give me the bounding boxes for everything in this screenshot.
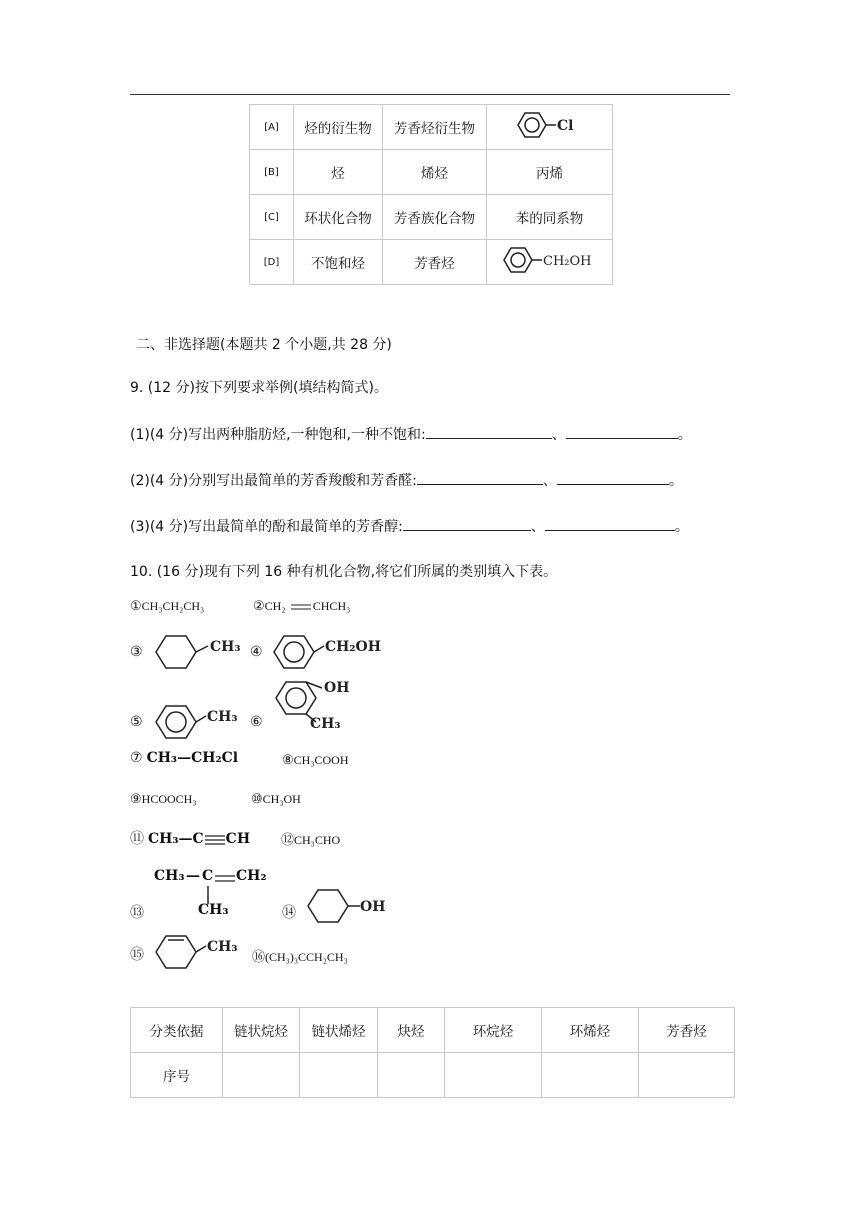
option-table [249, 104, 613, 285]
compound-index: ③ [130, 645, 143, 660]
triple-bond-icon [204, 834, 226, 846]
option-cell: 丙烯 [487, 150, 613, 195]
table-row [131, 1053, 735, 1098]
substituent-label: CH₃ [207, 939, 238, 955]
compound-formula-left: CH₃ [146, 750, 178, 766]
benzene-ring-icon [498, 243, 602, 277]
compound-index: ⑬ [130, 906, 144, 921]
option-letter: [D] [250, 240, 294, 285]
option-letter: [B] [250, 150, 294, 195]
table-header-cell: 分类依据 [131, 1008, 223, 1053]
answer-cell[interactable] [223, 1053, 300, 1098]
compound-8 [282, 752, 349, 768]
compound-formula-left: CH₃ [148, 831, 179, 847]
separator: 、 [551, 427, 566, 443]
option-letter: [C] [250, 195, 294, 240]
q10-title: 10. (16 分)现有下列 16 种有机化合物,将它们所属的类别填入下表。 [130, 564, 558, 580]
answer-blank[interactable] [426, 424, 552, 439]
compound-index: ② [253, 598, 265, 613]
answer-blank[interactable] [566, 424, 678, 439]
formula-part: C [202, 868, 214, 884]
table-header-cell: 炔烃 [378, 1008, 445, 1053]
cyclohexene-ring-icon [152, 930, 262, 974]
q9-title: 9. (12 分)按下列要求举例(填结构简式)。 [130, 380, 388, 396]
separator: 、 [542, 473, 557, 489]
compound-11 [130, 828, 250, 848]
table-header-cell: 环烯烃 [542, 1008, 639, 1053]
substituent-bottom-label: CH₃ [310, 716, 341, 732]
end-mark: 。 [674, 519, 689, 535]
option-cell: 芳香族化合物 [383, 195, 487, 240]
benzyl-alcohol-structure [487, 240, 613, 285]
compound-formula-right: CH [225, 831, 251, 847]
option-row-a [250, 105, 613, 150]
q9-part3-text: (3)(4 分)写出最简单的酚和最简单的芳香醇: [130, 519, 403, 535]
option-cell: 芳香烃衍生物 [383, 105, 487, 150]
table-header-row [131, 1008, 735, 1053]
substituent-top-label: OH [324, 680, 350, 696]
compound-12 [281, 829, 340, 848]
option-cell: 苯的同系物 [487, 195, 613, 240]
cyclohexane-ring-icon [304, 884, 414, 928]
compound-index: ⑥ [250, 715, 263, 730]
compound-index: ⑭ [282, 906, 296, 921]
substituent-label: CH₃ [207, 709, 238, 725]
top-rule [130, 94, 730, 95]
answer-cell[interactable] [300, 1053, 378, 1098]
compound-formula: CH₃COOH [293, 753, 349, 767]
isobutene-structure [154, 866, 294, 922]
double-bond-icon [214, 874, 236, 884]
compound-index: ⑨ [130, 791, 142, 806]
q9-part2 [130, 470, 683, 490]
substituent-label: CH₂OH [325, 639, 381, 655]
end-mark: 。 [677, 427, 692, 443]
option-cell: 芳香烃 [383, 240, 487, 285]
compound-index: ① [130, 598, 142, 613]
compound-formula: (CH₃)₃CCH₂CH₃ [265, 950, 348, 964]
formula-part: CH₂ [236, 868, 267, 884]
compound-formula-right: CH₂Cl [191, 750, 239, 766]
chlorobenzene-structure [487, 105, 613, 150]
separator: 、 [530, 519, 545, 535]
compound-formula-right: CHCH₃ [312, 599, 351, 613]
answer-blank[interactable] [557, 470, 669, 485]
answer-blank[interactable] [417, 470, 543, 485]
option-cell: 环状化合物 [294, 195, 383, 240]
compound-2 [253, 598, 350, 614]
q9-part1-text: (1)(4 分)写出两种脂肪烃,一种饱和,一种不饱和: [130, 427, 426, 443]
classification-table [130, 1007, 735, 1098]
compound-formula-left: CH₂ [264, 599, 286, 613]
answer-blank[interactable] [545, 516, 675, 531]
formula-part: CH₃ [154, 868, 185, 884]
table-header-cell: 环烷烃 [445, 1008, 542, 1053]
option-cell: 烃的衍生物 [294, 105, 383, 150]
substituent-label: Cl [556, 118, 573, 134]
compound-16 [252, 946, 348, 965]
benzene-ring-icon [270, 670, 380, 734]
single-bond-icon: — [177, 750, 192, 766]
compound-index: ⑦ [130, 751, 143, 766]
compound-formula-mid: C [192, 831, 204, 847]
compound-formula: CH₃OH [262, 792, 301, 806]
section-heading: 二、非选择题(本题共 2 个小题,共 28 分) [136, 337, 392, 353]
compound-index: ⑪ [130, 832, 144, 847]
compound-formula: HCOOCH₃ [141, 792, 197, 806]
double-bond-icon [290, 602, 312, 612]
option-row-b [250, 150, 613, 195]
compound-10 [251, 791, 301, 807]
option-cell: 烯烃 [383, 150, 487, 195]
option-row-d [250, 240, 613, 285]
q9-part2-text: (2)(4 分)分别写出最简单的芳香羧酸和芳香醛: [130, 473, 417, 489]
compound-formula: CH₃CHO [294, 833, 341, 847]
substituent-label: OH [360, 899, 386, 915]
option-cell: 不饱和烃 [294, 240, 383, 285]
compound-1 [130, 598, 204, 614]
table-header-cell: 芳香烃 [639, 1008, 735, 1053]
answer-cell[interactable] [378, 1053, 445, 1098]
formula-part: CH₃ [198, 902, 229, 918]
option-letter: [A] [250, 105, 294, 150]
substituent-label: CH₂OH [542, 254, 591, 269]
compound-9 [130, 791, 197, 807]
answer-cell[interactable] [445, 1053, 542, 1098]
answer-cell[interactable] [639, 1053, 735, 1098]
single-bond-icon: — [178, 831, 193, 847]
compound-7 [130, 750, 238, 767]
compound-index: ⑯ [252, 949, 266, 964]
benzene-ring-icon [270, 630, 410, 674]
table-header-cell: 链状烯烃 [300, 1008, 378, 1053]
table-header-cell: 链状烷烃 [223, 1008, 300, 1053]
answer-blank[interactable] [403, 516, 531, 531]
row-label: 序号 [131, 1053, 223, 1098]
option-row-c [250, 195, 613, 240]
compound-index: ④ [250, 645, 263, 660]
compound-index: ⑩ [251, 791, 263, 806]
answer-cell[interactable] [542, 1053, 639, 1098]
q9-part1 [130, 424, 692, 444]
compound-index: ⑧ [282, 752, 294, 767]
end-mark: 。 [668, 473, 683, 489]
compound-index: ⑤ [130, 715, 143, 730]
compound-formula: CH₃CH₂CH₃ [141, 599, 205, 613]
substituent-label: CH₃ [210, 639, 241, 655]
q9-part3 [130, 516, 689, 536]
single-bond-icon: — [186, 868, 200, 884]
benzene-ring-icon [152, 700, 262, 744]
option-cell: 烃 [294, 150, 383, 195]
compound-index: ⑮ [130, 948, 144, 963]
benzene-ring-icon [510, 108, 590, 142]
compound-index: ⑫ [281, 832, 295, 847]
